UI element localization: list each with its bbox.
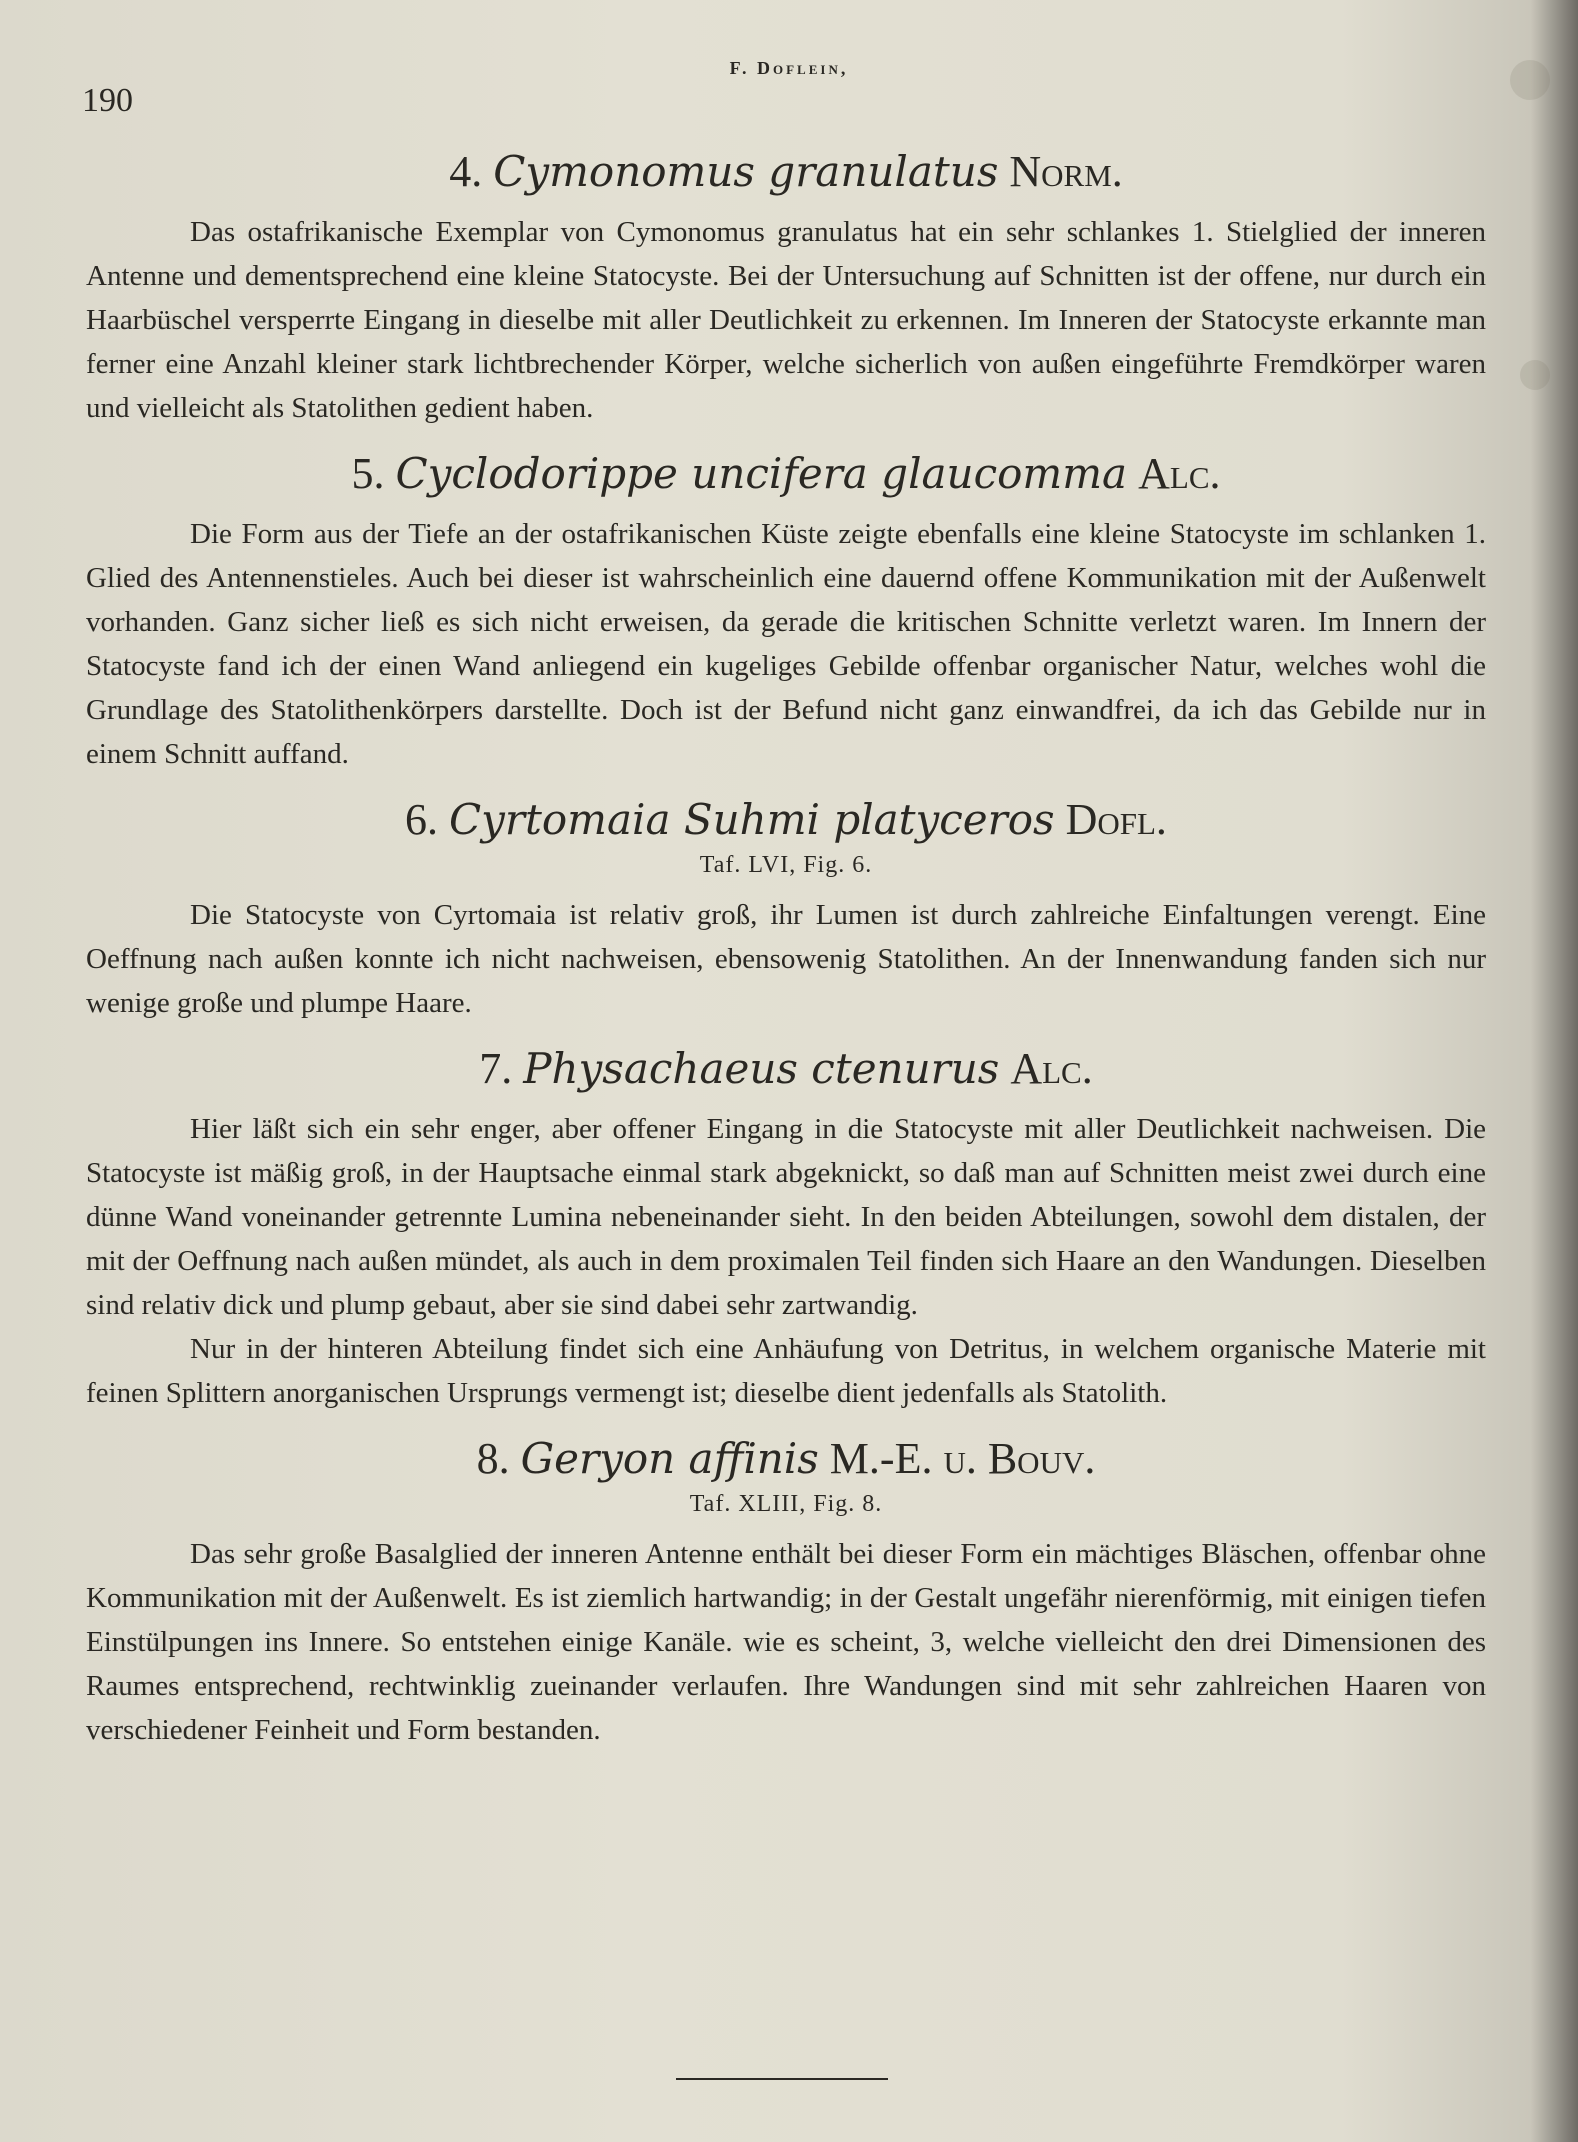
section-heading — [86, 444, 1486, 504]
section-heading — [86, 790, 1486, 850]
body-paragraph: Die Statocyste von Cyrtomaia ist relativ groß, ihr Lumen ist durch zahlreiche Einfaltungen verengt. Eine Oeffnung nach außen konnte ich nicht nachweisen, ebensowenig Statolithen. An der Innenwandung fanden sich nur wenige große und plumpe Haare. — [86, 899, 1486, 1019]
running-head: F. Doflein, — [729, 58, 849, 78]
section-heading — [86, 142, 1486, 202]
species-name: Cymonomus granulatus — [493, 147, 999, 196]
species-author: Norm. — [1009, 147, 1123, 196]
section-number: 4. — [449, 147, 483, 196]
plate-reference: Taf. XLIII, Fig. 8. — [689, 1491, 883, 1517]
species-section — [86, 444, 1486, 776]
section-heading — [86, 1039, 1486, 1099]
section-heading — [86, 1429, 1486, 1489]
section-number: 8. — [476, 1434, 510, 1483]
species-section — [86, 1039, 1486, 1415]
species-section — [86, 142, 1486, 430]
species-author: M.-E. u. Bouv. — [829, 1434, 1096, 1483]
paper-stain — [1520, 360, 1550, 390]
section-number: 7. — [479, 1044, 513, 1093]
species-author: Alc. — [1138, 449, 1221, 498]
section-number: 6. — [405, 795, 439, 844]
page-body — [86, 128, 1486, 1752]
plate-reference: Taf. LVI, Fig. 6. — [699, 852, 873, 878]
body-paragraph: Die Form aus der Tiefe an der ostafrikanischen Küste zeigte ebenfalls eine kleine Statocyste im schlanken 1. Glied des Antennenstieles. Auch bei dieser ist wahrscheinlich eine dauernd offene Kommunikation mit der Außenwelt vorhanden. Ganz sicher ließ es sich nicht erweisen, da gerade die kritischen Schnitte verletzt waren. Im Innern der Statocyste fand ich der einen Wand anliegend ein kugeliges Gebilde offenbar organischer Natur, welches wohl die Grundlage des Statolithenkörpers darstellte. Doch ist der Befund nicht ganz einwandfrei, da ich das Gebilde nur in einem Schnitt auffand. — [86, 518, 1486, 770]
species-name: Physachaeus ctenurus — [523, 1044, 1000, 1093]
body-paragraph: Das sehr große Basalglied der inneren Antenne enthält bei dieser Form ein mächtiges Bläschen, offenbar ohne Kommunikation mit der Außenwelt. Es ist ziemlich hartwandig; in der Gestalt ungefähr nierenförmig, mit einigen tiefen Einstülpungen ins Innere. So entstehen einige Kanäle. wie es scheint, 3, welche vielleicht den drei Dimensionen des Raumes entsprechend, rechtwinklig zueinander verlaufen. Ihre Wandungen sind mit sehr zahlreichen Haaren von verschiedener Feinheit und Form bestanden. — [86, 1538, 1486, 1746]
species-name: Geryon affinis — [520, 1434, 819, 1483]
end-rule — [676, 2078, 888, 2080]
body-paragraph: Hier läßt sich ein sehr enger, aber offener Eingang in die Statocyste mit aller Deutlichkeit nachweisen. Die Statocyste ist mäßig groß, in der Hauptsache einmal stark abgeknickt, so daß man auf Schnitten meist zwei durch eine dünne Wand voneinander getrennte Lumina nebeneinander sieht. In den beiden Abteilungen, sowohl dem distalen, der mit der Oeffnung nach außen mündet, als auch in dem proximalen Teil finden sich Haare an den Wandungen. Dieselben sind relativ dick und plump gebaut, aber sie sind dabei sehr zartwandig. — [86, 1113, 1486, 1321]
body-paragraph: Nur in der hinteren Abteilung findet sich eine Anhäufung von Detritus, in welchem organische Materie mit feinen Splittern anorganischen Ursprungs vermengt ist; dieselbe dient jedenfalls als Statolith. — [86, 1333, 1486, 1409]
species-name: Cyclodorippe uncifera glaucomma — [395, 449, 1128, 498]
species-name: Cyrtomaia Suhmi platyceros — [449, 795, 1055, 844]
species-section — [86, 1429, 1486, 1752]
species-author: Dofl. — [1065, 795, 1167, 844]
page-number: 190 — [82, 82, 133, 119]
section-number: 5. — [351, 449, 385, 498]
body-paragraph: Das ostafrikanische Exemplar von Cymonomus granulatus hat ein sehr schlankes 1. Stielglied der inneren Antenne und dementsprechend eine kleine Statocyste. Bei der Untersuchung auf Schnitten ist der offene, nur durch ein Haarbüschel versperrte Eingang in dieselbe mit aller Deutlichkeit zu erkennen. Im Inneren der Statocyste erkannte man ferner eine Anzahl kleiner stark lichtbrechender Körper, welche sicherlich von außen eingeführte Fremdkörper waren und vielleicht als Statolithen gedient haben. — [86, 216, 1486, 424]
species-section — [86, 790, 1486, 1025]
species-author: Alc. — [1010, 1044, 1093, 1093]
